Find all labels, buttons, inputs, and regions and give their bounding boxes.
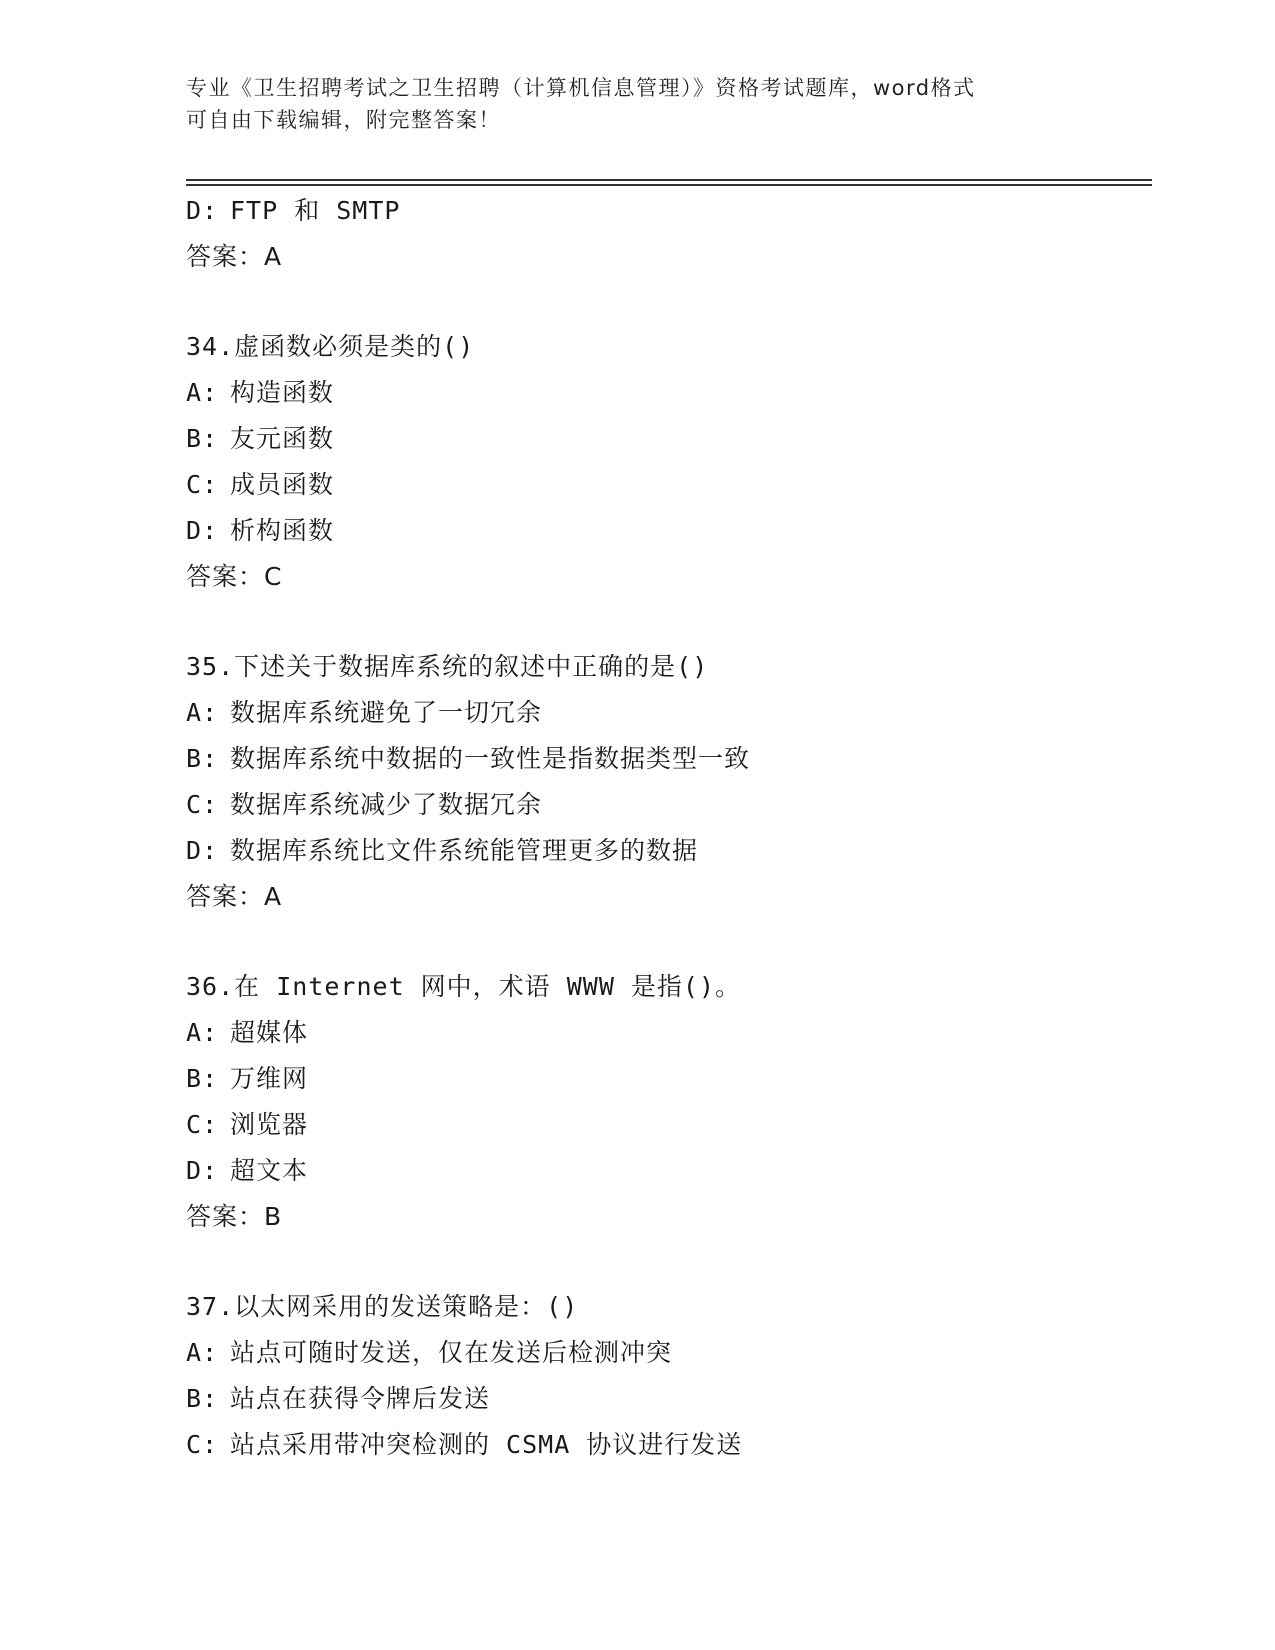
- answer: 答案：A: [186, 882, 283, 911]
- option-a: [186, 690, 1146, 736]
- option-letter: D:: [186, 1156, 219, 1185]
- option-d: [186, 1148, 1146, 1194]
- option-text: 友元函数: [230, 424, 335, 453]
- option-d: [186, 508, 1146, 554]
- option-b: [186, 1376, 1146, 1422]
- option-text: 数据库系统比文件系统能管理更多的数据: [230, 836, 699, 865]
- option-letter: D:: [186, 516, 219, 545]
- option-a: [186, 1330, 1146, 1376]
- option-b: [186, 736, 1146, 782]
- question-title: 34.虚函数必须是类的(): [186, 332, 475, 361]
- option-c: [186, 462, 1146, 508]
- option-letter: A:: [186, 378, 219, 407]
- option-c: [186, 782, 1146, 828]
- option-text: 成员函数: [230, 470, 335, 499]
- header-line-1: 专业《卫生招聘考试之卫生招聘（计算机信息管理）》资格考试题库，word格式: [186, 76, 976, 100]
- option-text: FTP 和 SMTP: [230, 196, 401, 225]
- question-title: 36.在 Internet 网中，术语 WWW 是指()。: [186, 972, 742, 1001]
- option-letter: B:: [186, 1384, 219, 1413]
- option-letter: D:: [186, 196, 219, 225]
- option-text: 数据库系统中数据的一致性是指数据类型一致: [230, 744, 751, 773]
- question-title: 35.下述关于数据库系统的叙述中正确的是(): [186, 652, 709, 681]
- option-text: 站点在获得令牌后发送: [230, 1384, 491, 1413]
- option-letter: C:: [186, 790, 219, 819]
- option-d: [186, 828, 1146, 874]
- option-letter: A:: [186, 1338, 219, 1367]
- option-text: 数据库系统避免了一切冗余: [230, 698, 543, 727]
- answer: 答案：B: [186, 1202, 283, 1231]
- answer: 答案：C: [186, 562, 283, 591]
- option-b: [186, 416, 1146, 462]
- question-title: 37.以太网采用的发送策略是：(): [186, 1292, 579, 1321]
- option-letter: C:: [186, 470, 219, 499]
- option-text: 构造函数: [230, 378, 335, 407]
- option-a: [186, 1010, 1146, 1056]
- option-b: [186, 1056, 1146, 1102]
- option-text: 站点可随时发送，仅在发送后检测冲突: [230, 1338, 673, 1367]
- option-d: [186, 188, 1146, 234]
- option-letter: C:: [186, 1110, 219, 1139]
- option-c: [186, 1422, 1146, 1468]
- document-header: [186, 72, 1086, 136]
- header-line-2: 可自由下载编辑，附完整答案！: [186, 108, 501, 132]
- option-text: 析构函数: [230, 516, 335, 545]
- option-text: 超媒体: [230, 1018, 309, 1047]
- option-c: [186, 1102, 1146, 1148]
- option-letter: C:: [186, 1430, 219, 1459]
- question-content: [186, 188, 1146, 1468]
- option-letter: B:: [186, 1064, 219, 1093]
- option-text: 站点采用带冲突检测的 CSMA 协议进行发送: [230, 1430, 743, 1459]
- header-divider-bottom: [186, 184, 1152, 186]
- option-letter: B:: [186, 424, 219, 453]
- option-letter: A:: [186, 698, 219, 727]
- option-text: 超文本: [230, 1156, 309, 1185]
- option-text: 浏览器: [230, 1110, 309, 1139]
- option-a: [186, 370, 1146, 416]
- option-letter: D:: [186, 836, 219, 865]
- option-letter: B:: [186, 744, 219, 773]
- option-text: 万维网: [230, 1064, 309, 1093]
- option-letter: A:: [186, 1018, 219, 1047]
- header-divider-top: [186, 179, 1152, 181]
- answer: 答案：A: [186, 242, 283, 271]
- option-text: 数据库系统减少了数据冗余: [230, 790, 543, 819]
